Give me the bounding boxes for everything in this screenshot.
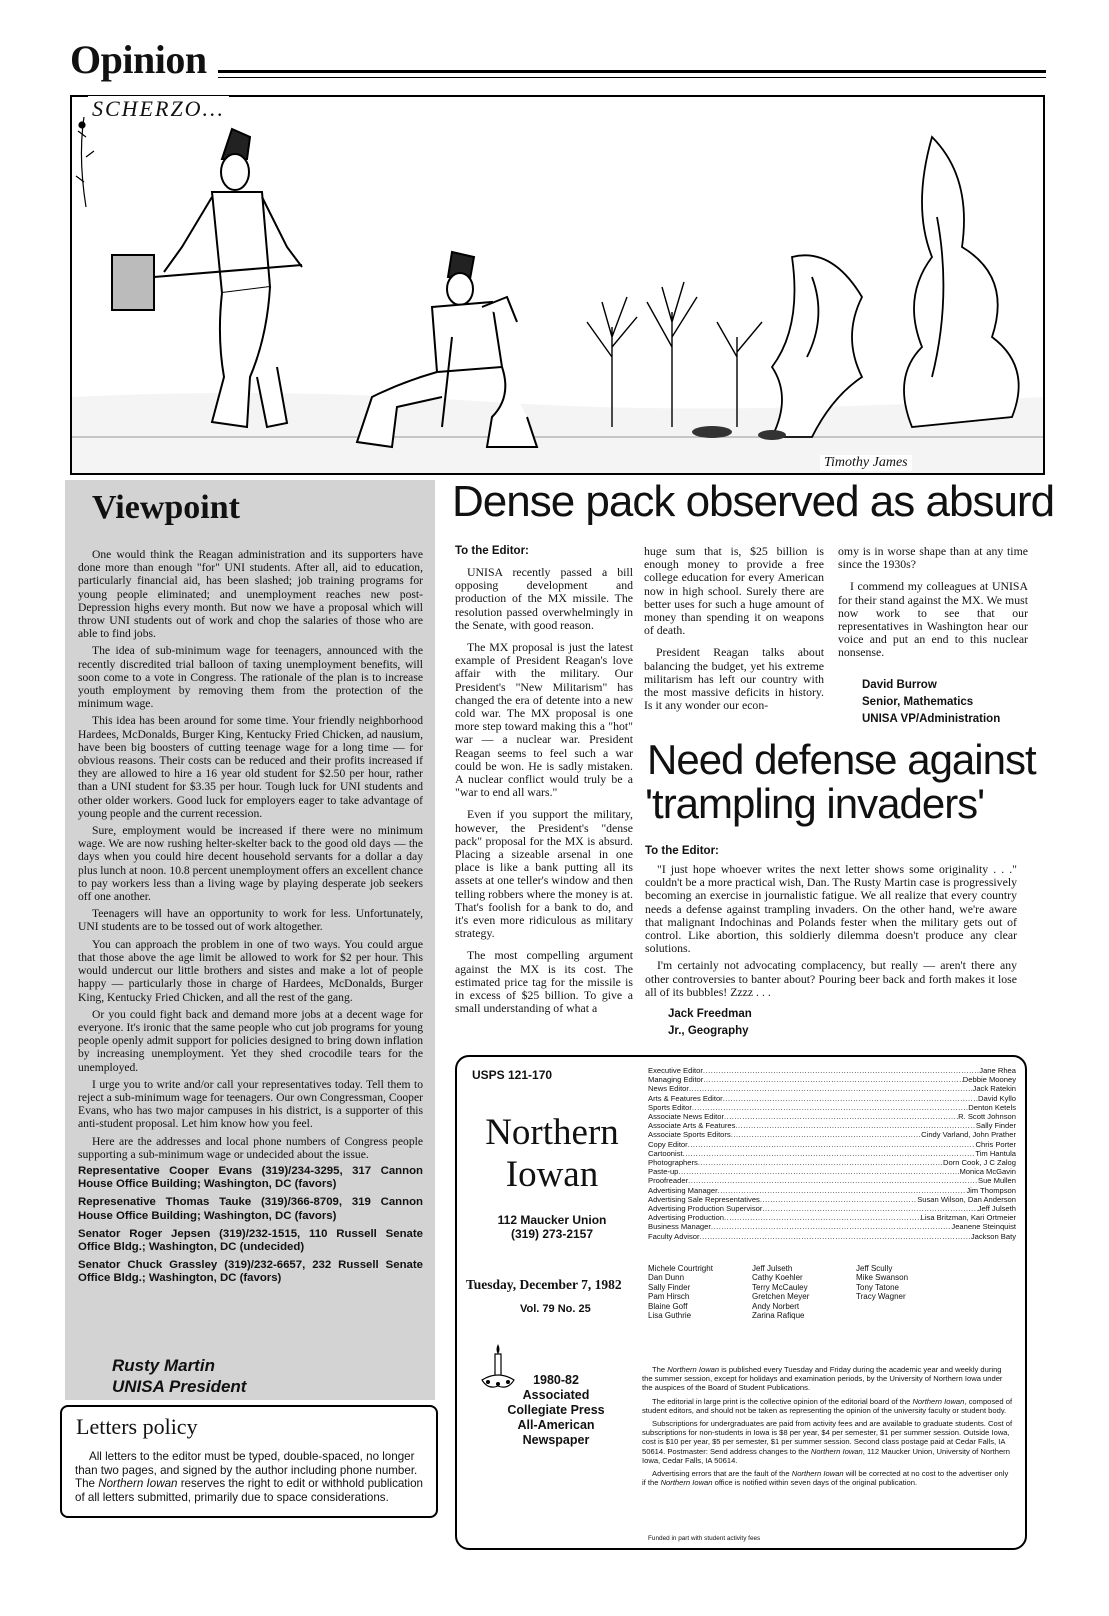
writer-name: Michele Courtright [648, 1264, 713, 1273]
staff-name: Lisa Britzman, Kari Ortmeier [920, 1213, 1016, 1223]
letter-paragraph: Even if you support the military, however, the President's "dense pack" proposal for the MX is absurd. Placing a sizeable arsenal in one place is like a bank putting all its assets at one teller's window and then telling robbers where the money is at. That's foolish for a bank to do, and it's even more ridiculous as military strategy. [455, 807, 633, 941]
issue-date: Tuesday, December 7, 1982 [466, 1277, 622, 1292]
staff-name: Sue Mullen [978, 1176, 1016, 1186]
staff-list [648, 1066, 1016, 1241]
headline-defense-line1: Need defense against [647, 736, 1036, 783]
letters-policy-title: Letters policy [76, 1414, 198, 1439]
address-line: 112 Maucker Union [497, 1213, 607, 1227]
staff-row [648, 1158, 1016, 1167]
cartoon-title: SCHERZO... [88, 96, 229, 122]
section-title: Opinion [70, 37, 207, 82]
writer-name: Dan Dunn [648, 1273, 685, 1283]
staff-row [648, 1167, 1016, 1176]
acp-line: Associated [522, 1388, 590, 1402]
headline-defense-line2: 'trampling invaders' [645, 780, 985, 827]
staff-name: Sally Finder [975, 1121, 1016, 1131]
viewpoint-paragraph: Here are the addresses and local phone numbers of Congress people supporting a sub-minimum wage or undecided about the issue. [78, 1134, 423, 1161]
writer-name: Sally Finder [648, 1282, 691, 1292]
letter-signature [668, 1006, 752, 1040]
viewpoint-paragraph: Teenagers will have an opportunity to work for less. Unfortunately, UNI students are to be tossed out of work altogether. [78, 907, 423, 934]
staff-row [648, 1149, 1016, 1158]
letter-paragraph: UNISA recently passed a bill opposing development and production of the MX missile. The resolution passed overwhelmingly in the Senate, with good reason. [455, 565, 633, 632]
writer-name: Jeff Scully [856, 1264, 893, 1273]
viewpoint-paragraph: You can approach the problem in one of two ways. You could argue that those above the age limit be allowed to work for $2 per hour. This would undercut our little brothers and sistes and make a lot of people happy — particularly those in charge of Hardees, McDonalds, Burger King, Kentucky Fried Chicken, and all the rest of the gang. [78, 937, 423, 1004]
letter-paragraph: I commend my colleagues at UNISA for their stand against the MX. We must now work to see that our representatives in Washington hear our voice and put an end to this nuclear nonsense. [838, 579, 1028, 660]
editorial-cartoon [70, 95, 1045, 475]
acp-line: 1980-82 [533, 1373, 579, 1387]
salutation: To the Editor: [645, 845, 719, 857]
congress-contact: Senator Chuck Grassley (319)/232-6657, 232 Russell Senate Office Bldg.; Washington, DC (favors) [78, 1259, 423, 1285]
info-paragraph [642, 1419, 1014, 1465]
viewpoint-title: Viewpoint [92, 489, 240, 526]
staff-role: Faculty Advisor [648, 1231, 700, 1241]
staff-role: Advertising Production [648, 1213, 724, 1223]
info-paragraph [642, 1469, 1014, 1487]
leader-dots [698, 1158, 943, 1167]
viewpoint-body [78, 548, 423, 1291]
staff-role: Advertising Production Supervisor [648, 1204, 763, 1214]
staff-row [648, 1213, 1016, 1222]
letter-paragraph: "I just hope whoever writes the next letter shows some originality . . ." couldn't be a more practical wish, Dan. The Rusty Martin case is progressively becoming an exercise in journalistic fatigue. We all realize that every country needs a defense against trampling invaders. On the other hand, we're aware that malignant Indochinas and Polands fester when the military gets out of control. Like abortion, this soldierly dilemma doesn't produce any clear solutions. [645, 862, 1017, 956]
letter-column [455, 566, 633, 1025]
staff-row [648, 1094, 1016, 1103]
header-rule [218, 70, 1046, 78]
salutation: To the Editor: [455, 545, 529, 557]
leader-dots [762, 1204, 977, 1213]
staff-name: Jane Rhea [979, 1066, 1016, 1075]
staff-row [648, 1130, 1016, 1139]
writer-column [648, 1264, 752, 1320]
staff-role: News Editor [648, 1084, 689, 1094]
usps-number: USPS 121-170 [472, 1068, 553, 1082]
leader-dots [692, 1103, 968, 1112]
leader-dots [703, 1066, 979, 1075]
signature-line: David Burrow [862, 679, 937, 691]
congress-contact: Senator Roger Jepsen (319)/232-1515, 110 Russell Senate Office Bldg.; Washington, DC (undecided) [78, 1227, 423, 1253]
staff-name: Denton Ketels [968, 1102, 1016, 1112]
letter-signature [862, 677, 1000, 728]
phone-line: (319) 273-2157 [510, 1227, 594, 1241]
acp-line: All-American [517, 1418, 595, 1432]
letters-policy-body [75, 1450, 425, 1504]
paper-nameplate [462, 1112, 642, 1196]
leader-dots [700, 1232, 971, 1241]
congress-contact: Representative Cooper Evans (319)/234-3295, 317 Cannon House Office Building; Washington, DC (favors) [78, 1164, 423, 1191]
paper-name-inline: Northern Iowan [810, 1446, 863, 1456]
letter-paragraph: omy is in worse shape than at any time since the 1930s? [838, 544, 1028, 572]
paper-name-inline: Northern Iowan [912, 1396, 965, 1406]
letter-paragraph: huge sum that is, $25 billion is enough money to provide a free college education for every American now in high school. Surely there are better uses for such a huge amount of money than spending it on weapons of death. [644, 544, 824, 638]
writer-name: Mike Swanson [856, 1273, 909, 1283]
writer-name: Lisa Guthrie [648, 1311, 692, 1321]
publication-info [642, 1365, 1014, 1491]
leader-dots [678, 1167, 959, 1176]
viewpoint-paragraph: One would think the Reagan administration and its supporters have done more than enough "for" UNI students. After all, aid to education, particularly financial aid, has been slashed; job training programs for young people eliminated; and unemployment reaches new post-Depression highs every month. But now we have a proposal which will throw UNI students out of work and chop the salaries of those who are able to find jobs. [78, 548, 423, 641]
staff-row [648, 1204, 1016, 1213]
staff-role: Cartoonist [648, 1148, 683, 1158]
paper-name-inline: Northern Iowan [667, 1365, 720, 1374]
leader-dots [723, 1094, 978, 1103]
staff-role: Executive Editor [648, 1066, 703, 1075]
cartoon-drawing [72, 97, 1043, 473]
staff-row [648, 1112, 1016, 1121]
leader-dots [760, 1195, 917, 1204]
letter-body [645, 863, 1017, 1003]
writer-name: Jeff Julseth [752, 1264, 793, 1273]
writer-name: Tony Tatone [856, 1282, 899, 1292]
info-text: The editorial in large print is the collective opinion of the editorial board of the [652, 1396, 913, 1406]
leader-dots [683, 1149, 976, 1158]
staff-name: Jeanene Steinquist [951, 1222, 1016, 1232]
viewpoint-paragraph: Sure, employment would be increased if there were no minimum wage. We are now rushing helter-skelter back to the good old days — the days when you could hire decent household servants for a dollar a day plus lunch at noon. 10.8 percent unemployment offers an excellent chance to pay workers less than a living wage by playing desperate job seekers off one another. [78, 824, 423, 904]
staff-name: Jack Ratekin [972, 1084, 1016, 1094]
info-paragraph [642, 1397, 1014, 1415]
issue-volume: Vol. 79 No. 25 [520, 1303, 591, 1315]
staff-name: Dorn Cook, J C Zalog [942, 1158, 1016, 1168]
info-text: office is notified within seven days of the original publication. [712, 1478, 918, 1488]
staff-name: Jackson Baty [970, 1231, 1016, 1241]
acp-line: Collegiate Press [507, 1403, 605, 1417]
letter-paragraph: I'm certainly not advocating complacency, but really — aren't there any other controversies to banter about? Pouring beer back and forth makes it lose all of its bubbles! Zzzz . . . [645, 958, 1017, 999]
leader-dots [731, 1130, 921, 1139]
viewpoint-paragraph: Or you could fight back and demand more jobs at a decent wage for everyone. It's ironic that the same people who cut job programs for young people openly admit support for policies designed to bring down inflation by increasing unemployment. Yet they shed crocodile tears for the unemployed. [78, 1007, 423, 1074]
signature-title: UNISA President [112, 1377, 247, 1396]
staff-role: Associate Sports Editors [648, 1130, 731, 1140]
info-text: , composed of student editors, and should not be taken as representing the opinion of the university faculty or student body. [642, 1396, 1013, 1415]
staff-role: Arts & Features Editor [648, 1093, 723, 1103]
info-text: Subscriptions for undergraduates are paid from activity fees and are available to graduate students. Cost of subscriptions for non-students in Iowa is $8 per year, $4 per semester, $1 per summer session. Outside Iowa, cost is $10 per year, $5 per semester, $1 per summer session. Second class postage paid at Cedar Falls, IA 50614. Postmaster: Send address changes to the [642, 1419, 1013, 1456]
staff-role: Managing Editor [648, 1075, 704, 1085]
paper-name-inline: Northern Iowan [791, 1469, 844, 1479]
viewpoint-paragraph: This idea has been around for some time. Your friendly neighborhood Hardees, McDonalds, Burger King, Kentucky Fried Chicken, ad nausium, have been big boosters of cutting teenage wage for a long time — for obvious reasons. Their costs can be reduced and their profits increased if they are allowed to hire a 16 year old student for $2.50 per hour, rather than a UNI student for $3.35 per hour. Tough luck for UNI students and other older workers. Good luck for employers eager to take advantage of young people and the current recession. [78, 714, 423, 820]
staff-row [648, 1176, 1016, 1185]
staff-row [648, 1084, 1016, 1093]
writer-name: Zarina Rafique [752, 1311, 805, 1321]
staff-role: Proofreader [648, 1176, 689, 1186]
letters-policy-text: All letters to the editor must be typed, double-spaced, no longer than two pages, and signed by the author including phone number. The [75, 1450, 418, 1491]
staff-role: Associate News Editor [648, 1112, 724, 1122]
writer-name: Tracy Wagner [856, 1292, 906, 1302]
leader-dots [688, 1140, 976, 1149]
viewpoint-paragraph: The idea of sub-minimum wage for teenagers, announced with the recently discredited trial balloon of taxing unemployment benefits, will soon come to a vote in Congress. The rationale of the plan is to increase youth employment by removing them from the protection of the minimum wage. [78, 644, 423, 711]
staff-name: Chris Porter [975, 1139, 1016, 1149]
letters-policy-text: reserves the right to edit or withhold publication of all letters submitted, primarily due to space considerations. [75, 1477, 424, 1504]
signature-line: Jr., Geography [668, 1025, 749, 1037]
leader-dots [718, 1186, 967, 1195]
writer-column [752, 1264, 856, 1320]
staff-row [648, 1232, 1016, 1241]
nameplate-line: Northern [485, 1112, 619, 1153]
signature-line: UNISA VP/Administration [862, 713, 1001, 725]
info-text: will be corrected at no cost to the advertiser only if the [642, 1469, 1009, 1488]
funding-note: Funded in part with student activity fees [648, 1535, 761, 1542]
leader-dots [688, 1176, 978, 1185]
staff-role: Copy Editor [648, 1139, 688, 1149]
staff-row [648, 1186, 1016, 1195]
leader-dots [735, 1121, 976, 1130]
writer-name: Gretchen Meyer [752, 1292, 810, 1302]
acp-line: Newspaper [522, 1433, 590, 1447]
paper-address [472, 1213, 632, 1241]
staff-name: Debbie Mooney [962, 1075, 1016, 1085]
signature-name: Rusty Martin [112, 1356, 215, 1375]
staff-name: Susan Wilson, Dan Anderson [917, 1194, 1016, 1204]
info-text: The [652, 1365, 668, 1374]
viewpoint-signature [112, 1355, 246, 1397]
staff-name: Monica McGavin [959, 1167, 1016, 1177]
info-paragraph [642, 1365, 1014, 1393]
paper-name-inline: Northern Iowan [98, 1477, 178, 1491]
paper-name-inline: Northern Iowan [660, 1478, 713, 1488]
congress-contact: Represenative Thomas Tauke (319)/366-8709, 319 Cannon House Office Building; Washington, DC (favors) [78, 1196, 423, 1222]
signature-line: Jack Freedman [668, 1008, 752, 1020]
staff-row [648, 1075, 1016, 1084]
staff-name: Jim Thompson [966, 1185, 1016, 1195]
staff-role: Photographers [648, 1158, 698, 1168]
headline-dense-pack: Dense pack observed as absurd [452, 477, 1055, 526]
leader-dots [689, 1084, 973, 1093]
letter-column [838, 545, 1028, 669]
staff-row [648, 1222, 1016, 1231]
staff-name: Jeff Julseth [977, 1204, 1016, 1214]
info-text: , 112 Maucker Union, University of Northern Iowa, Cedar Falls, IA 50614. [642, 1446, 1010, 1465]
staff-row [648, 1121, 1016, 1130]
staff-role: Business Manager [648, 1222, 711, 1232]
nameplate-line: Iowan [505, 1154, 599, 1195]
writer-name: Blaine Goff [648, 1301, 688, 1311]
signature-line: Senior, Mathematics [862, 696, 974, 708]
staff-row [648, 1195, 1016, 1204]
acp-award [496, 1373, 616, 1448]
leader-dots [711, 1222, 951, 1231]
writers-list [648, 1264, 1018, 1320]
leader-dots [724, 1112, 958, 1121]
staff-name: David Kyllo [978, 1093, 1016, 1103]
cartoon-credit: Timothy James [820, 455, 912, 471]
staff-name: R. Scott Johnson [958, 1112, 1016, 1122]
staff-role: Associate Arts & Features [648, 1121, 736, 1131]
staff-role: Advertising Sale Representatives [648, 1194, 760, 1204]
staff-role: Advertising Manager [648, 1185, 718, 1195]
info-text: is published every Tuesday and Friday during the academic year and weekly during the summer session, except for holidays and examination periods, by the University of Northern Iowa under the auspices of the Board of Student Publications. [642, 1365, 1003, 1393]
writer-column [856, 1264, 960, 1320]
staff-name: Cindy Varland, John Prather [921, 1130, 1016, 1140]
letter-paragraph: The most compelling argument against the MX is its cost. The estimated price tag for the missile is in excess of $25 billion. To give a small understanding of what a [455, 948, 633, 1016]
letter-column [644, 545, 824, 721]
staff-row [648, 1140, 1016, 1149]
writer-name: Andy Norbert [752, 1301, 800, 1311]
leader-dots [724, 1213, 921, 1222]
staff-row [648, 1103, 1016, 1112]
viewpoint-paragraph: I urge you to write and/or call your representatives today. Tell them to reject a sub-minimum wage for teenagers. Our own Congressman, Cooper Evans, who has two major campuses in his district, is a supporter of this anti-student proposal. Let him know how you feel. [78, 1077, 423, 1131]
writer-name: Pam Hirsch [648, 1292, 690, 1302]
info-text: Advertising errors that are the fault of the [652, 1469, 792, 1479]
leader-dots [703, 1075, 962, 1084]
writer-name: Terry McCauley [752, 1282, 808, 1292]
staff-name: Tim Hantula [975, 1148, 1016, 1158]
staff-row [648, 1066, 1016, 1075]
staff-role: Sports Editor [648, 1102, 692, 1112]
letter-paragraph: President Reagan talks about balancing the budget, yet his extreme militarism has left our country with the most massive deficits in history. Is it any wonder our econ- [644, 645, 824, 713]
staff-role: Paste-up [648, 1167, 679, 1177]
writer-name: Cathy Koehler [752, 1273, 803, 1283]
letter-paragraph: The MX proposal is just the latest example of President Reagan's love affair with the military. Our President's "New Militarism" has changed the era of detente into a new cold war. The MX proposal is one more step toward making this a "hot" war — a nuclear war. President Reagan seems to feel such a war could be won. He is sadly mistaken. A nuclear conflict would truly be a "war to end all wars." [455, 640, 633, 800]
